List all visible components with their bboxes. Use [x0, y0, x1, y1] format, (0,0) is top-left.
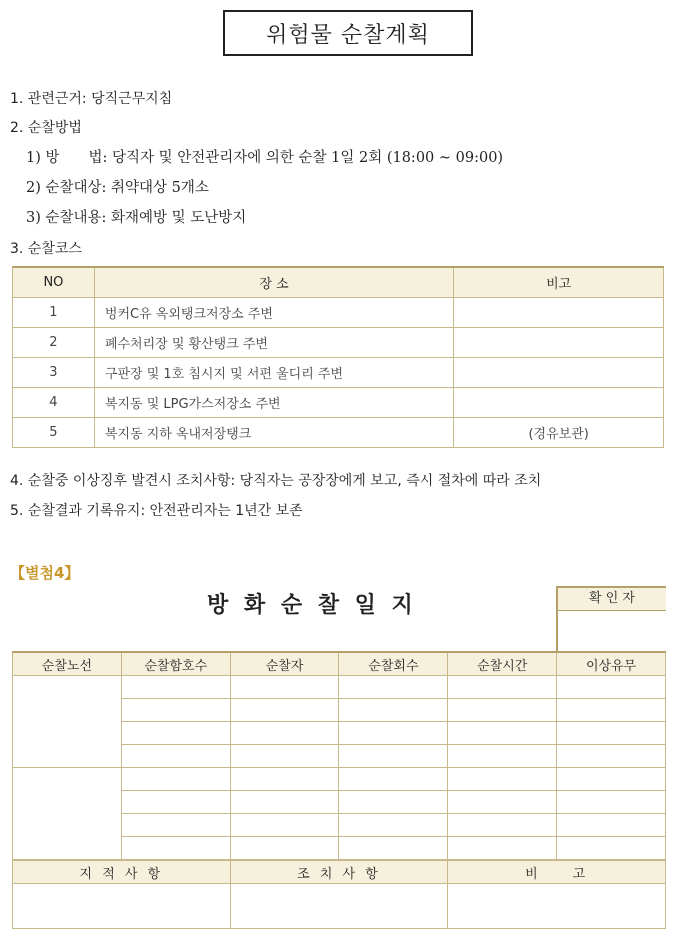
table-row — [13, 418, 664, 448]
section-5: 5. 순찰결과 기록유지: 안전관리자는 1년간 보존 — [10, 503, 303, 519]
patrol-log-table — [12, 651, 666, 860]
row-no: 3 — [13, 358, 95, 388]
row-no: 4 — [13, 388, 95, 418]
row-note — [454, 358, 664, 388]
row-place: 벙커C유 옥외탱크저장소 주변 — [94, 298, 453, 328]
findings-cell[interactable] — [13, 884, 231, 929]
section-2-2: 2) 순찰대상: 취약대상 5개소 — [26, 180, 209, 196]
page-title: 위험물 순찰계획 — [223, 10, 473, 56]
confirm-label: 확 인 자 — [558, 588, 666, 611]
remarks-table — [12, 860, 666, 929]
row-note: (경유보관) — [454, 418, 664, 448]
header-count: 순찰회수 — [339, 652, 448, 676]
row-no: 5 — [13, 418, 95, 448]
route-cell[interactable] — [13, 768, 122, 860]
header-note: 비고 — [454, 267, 664, 298]
remarks-cell[interactable] — [448, 884, 666, 929]
header-route: 순찰노선 — [13, 652, 122, 676]
row-note — [454, 328, 664, 358]
table-row — [13, 676, 666, 699]
table-row — [13, 358, 664, 388]
section-3: 3. 순찰코스 — [10, 241, 82, 257]
header-no: NO — [13, 267, 95, 298]
row-place: 복지동 지하 옥내저장탱크 — [94, 418, 453, 448]
header-patroller: 순찰자 — [230, 652, 339, 676]
section-1: 1. 관련근거: 당직근무지침 — [10, 91, 173, 107]
row-note — [454, 298, 664, 328]
row-place: 폐수처리장 및 황산탱크 주변 — [94, 328, 453, 358]
table-row — [13, 328, 664, 358]
header-actions: 조 치 사 항 — [230, 861, 448, 884]
log-title: 방 화 순 찰 일 지 — [207, 593, 417, 618]
row-place: 구판장 및 1호 침시지 및 서편 울디리 주변 — [94, 358, 453, 388]
confirm-box — [556, 586, 666, 652]
attachment-label: 【별첨4】 — [10, 564, 80, 582]
row-no: 1 — [13, 298, 95, 328]
section-2-1: 1) 방 법: 당직자 및 안전관리자에 의한 순찰 1일 2회 (18:00 ~ 09:00) — [26, 150, 504, 166]
header-time: 순찰시간 — [448, 652, 557, 676]
patrol-course-table — [12, 266, 664, 448]
header-remarks: 비 고 — [448, 861, 666, 884]
section-2-3: 3) 순찰내용: 화재예방 및 도난방지 — [26, 210, 247, 226]
table-row — [13, 388, 664, 418]
row-place: 복지동 및 LPG가스저장소 주변 — [94, 388, 453, 418]
section-2: 2. 순찰방법 — [10, 120, 82, 136]
table-row — [13, 298, 664, 328]
section-4: 4. 순찰중 이상징후 발견시 조치사항: 당직자는 공장장에게 보고, 즉시 절차에 따라 조치 — [10, 473, 542, 489]
header-place: 장 소 — [94, 267, 453, 298]
row-note — [454, 388, 664, 418]
table-row — [13, 768, 666, 791]
header-box-no: 순찰함호수 — [121, 652, 230, 676]
actions-cell[interactable] — [230, 884, 448, 929]
row-no: 2 — [13, 328, 95, 358]
header-findings: 지 적 사 항 — [13, 861, 231, 884]
route-cell[interactable] — [13, 676, 122, 768]
header-abnormal: 이상유무 — [557, 652, 666, 676]
